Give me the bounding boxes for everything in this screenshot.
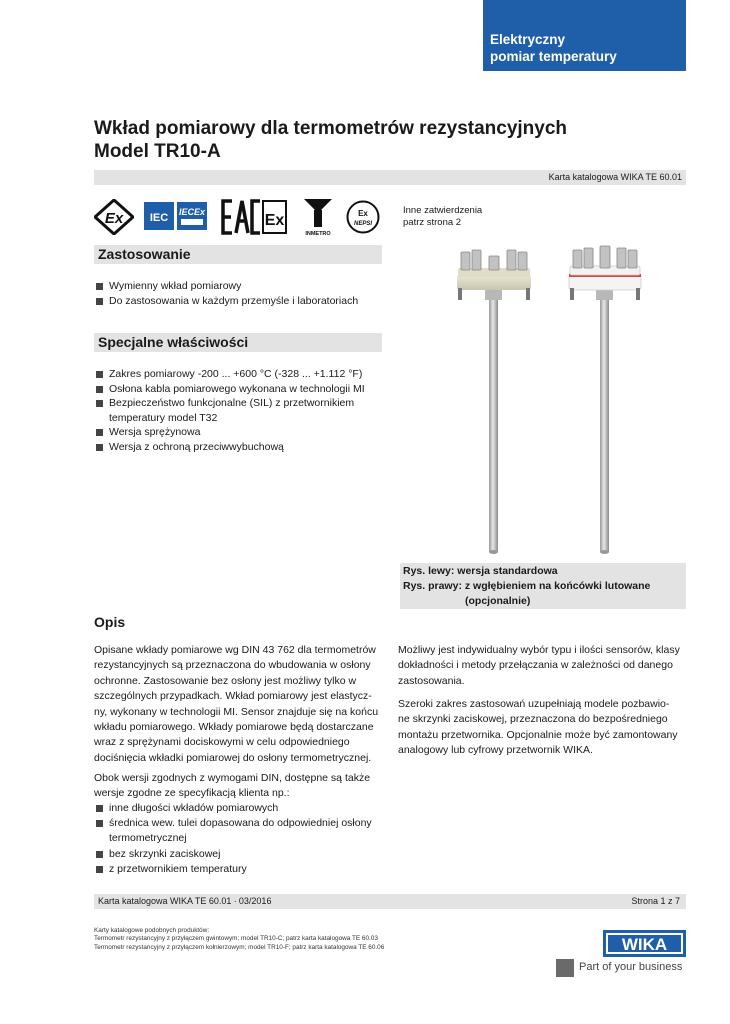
page-title bbox=[94, 117, 567, 163]
category-line-2: pomiar temperatury bbox=[490, 49, 617, 64]
title-line-1: Wkład pomiarowy dla termometrów rezystancyjnych bbox=[94, 118, 568, 139]
caption-line-2: Rys. prawy: z wgłębieniem na końcówki lutowane bbox=[403, 580, 651, 592]
text-line: rezystancyjnych są przeznaczona do wbudowania w osłony bbox=[94, 659, 371, 672]
brand-tagline: Part of your business bbox=[579, 961, 683, 973]
title-line-2: Model TR10-A bbox=[94, 141, 221, 162]
list-item: Wersja sprężynowa bbox=[96, 425, 365, 440]
iec-logo bbox=[144, 202, 174, 230]
text-line: ochronne. Zastosowanie bez osłony jest możliwy tylko w bbox=[94, 674, 357, 687]
applications-list bbox=[96, 279, 358, 308]
features-list bbox=[96, 367, 365, 454]
text-line: Termometr rezystancyjny z przyłączem gwintowym; model TR10-C; patrz karta katalogowa TE 60.03 bbox=[94, 935, 378, 943]
text-line: szczególnych przypadkach. Wkład pomiarowy jest elastycz- bbox=[94, 690, 372, 703]
text-line: dociśnięcia wkładki pomiarowej do osłony termometrycznej. bbox=[94, 751, 372, 764]
caption-line-1: Rys. lewy: wersja standardowa bbox=[403, 565, 558, 577]
text-line: Opisane wkłady pomiarowe wg DIN 43 762 dla termometrów bbox=[94, 644, 376, 656]
text-line: wraz z sprężynami dociskowymi w celu odpowiedniego bbox=[94, 736, 350, 749]
list-item-continuation: temperatury model T32 bbox=[109, 411, 218, 424]
list-item: inne długości wkładów pomiarowych bbox=[96, 801, 372, 816]
other-approvals-note bbox=[403, 205, 482, 229]
svg-text:IECEx: IECEx bbox=[178, 207, 206, 217]
page-number: Strona 1 z 7 bbox=[631, 896, 680, 906]
text-line: wersje zgodne ze specyfikacją klienta np.: bbox=[94, 787, 290, 800]
text-line: ne skrzynki zaciskowej, przeznaczona do bezpośredniego bbox=[398, 713, 668, 726]
list-item: bez skrzynki zaciskowej bbox=[96, 847, 372, 862]
caption-line-3: (opcjonalnie) bbox=[465, 595, 531, 607]
svg-text:IEC: IEC bbox=[149, 212, 169, 224]
ex-atex-logo bbox=[94, 199, 134, 235]
text-line: montażu przetwornika. Opcjonalnie może być zamontowany bbox=[398, 728, 678, 741]
section-heading-applications: Zastosowanie bbox=[94, 245, 382, 264]
text-line: Obok wersji zgodnych z wymogami DIN, dostępne są także bbox=[94, 772, 371, 784]
svg-text:Ex: Ex bbox=[264, 212, 285, 229]
description-paragraph-2 bbox=[94, 771, 370, 802]
eac-ex-logo bbox=[220, 199, 288, 235]
section-heading-features: Specjalne właściwości bbox=[94, 333, 382, 352]
list-item: z przetwornikiem temperatury bbox=[96, 862, 372, 877]
svg-text:Ex: Ex bbox=[104, 210, 124, 227]
wika-logo bbox=[603, 930, 686, 957]
ex-nepsi-logo bbox=[346, 200, 380, 234]
text-line: Możliwy jest indywidualny wybór typu i ilości sensorów, klasy bbox=[398, 644, 680, 656]
description-paragraph-4 bbox=[398, 697, 678, 759]
footer-bar bbox=[94, 894, 686, 909]
list-item: Wymienny wkład pomiarowy bbox=[96, 279, 358, 294]
figure-caption bbox=[400, 563, 686, 609]
description-paragraph-1 bbox=[94, 643, 378, 766]
tagline-mark-icon bbox=[556, 959, 574, 977]
description-paragraph-3 bbox=[398, 643, 680, 689]
footer-datasheet-info: Karta katalogowa WIKA TE 60.01 ∙ 03/2016 bbox=[98, 896, 272, 906]
text-line: Termometr rezystancyjny z przyłączem kołnierzowym; model TR10-F; patrz karta katalogowa TE 60.06 bbox=[94, 943, 385, 951]
list-item: Wersja z ochroną przeciwwybuchową bbox=[96, 440, 365, 455]
svg-text:Ex: Ex bbox=[358, 209, 368, 218]
text-line: ny, wykonany w technologii MI. Sensor znajduje się na końcu bbox=[94, 705, 379, 718]
text-line: analogowy lub cyfrowy przetwornik WIKA. bbox=[398, 744, 593, 757]
nepsi-text: NEPSI bbox=[353, 221, 373, 227]
section-heading-description: Opis bbox=[94, 614, 126, 630]
product-image-solder-recess bbox=[564, 244, 648, 556]
text-line: zastosowania. bbox=[398, 674, 465, 687]
list-item: Do zastosowania w każdym przemyśle i laboratoriach bbox=[96, 294, 358, 309]
inmetro-text: INMETRO bbox=[305, 231, 331, 237]
approvals-note-line-1: Inne zatwierdzenia bbox=[403, 205, 483, 216]
datasheet-reference: Karta katalogowa WIKA TE 60.01 bbox=[94, 170, 686, 185]
list-item: Osłona kabla pomiarowego wykonana w technologii MI bbox=[96, 382, 365, 397]
text-line: dokładności i metody przełączania w zależności od danego bbox=[398, 659, 673, 672]
text-line: wkładu pomiarowego. Wkłady pomiarowe będą dostarczane bbox=[94, 721, 374, 734]
category-line-1: Elektryczny bbox=[490, 32, 566, 47]
custom-options-list bbox=[96, 801, 372, 877]
inmetro-logo bbox=[300, 197, 336, 237]
list-item: średnica wew. tulei dopasowana do odpowiedniej osłony bbox=[96, 816, 372, 831]
list-item-continuation: termometrycznej bbox=[109, 832, 187, 845]
iecex-logo bbox=[177, 202, 207, 230]
list-item: Bezpieczeństwo funkcjonalne (SIL) z przetwornikiem bbox=[96, 396, 365, 411]
product-image-standard bbox=[452, 244, 536, 556]
related-datasheets bbox=[94, 927, 384, 952]
text-line: Karty katalogowe podobnych produktów: bbox=[94, 927, 210, 934]
list-item: Zakres pomiarowy -200 ... +600 °C (-328 ... +1.112 °F) bbox=[96, 367, 365, 382]
approvals-note-line-2: patrz strona 2 bbox=[403, 217, 462, 228]
brand-name: WIKA bbox=[621, 935, 668, 954]
category-banner bbox=[483, 0, 686, 71]
text-line: Szeroki zakres zastosowań uzupełniają modele pozbawio- bbox=[398, 698, 670, 710]
